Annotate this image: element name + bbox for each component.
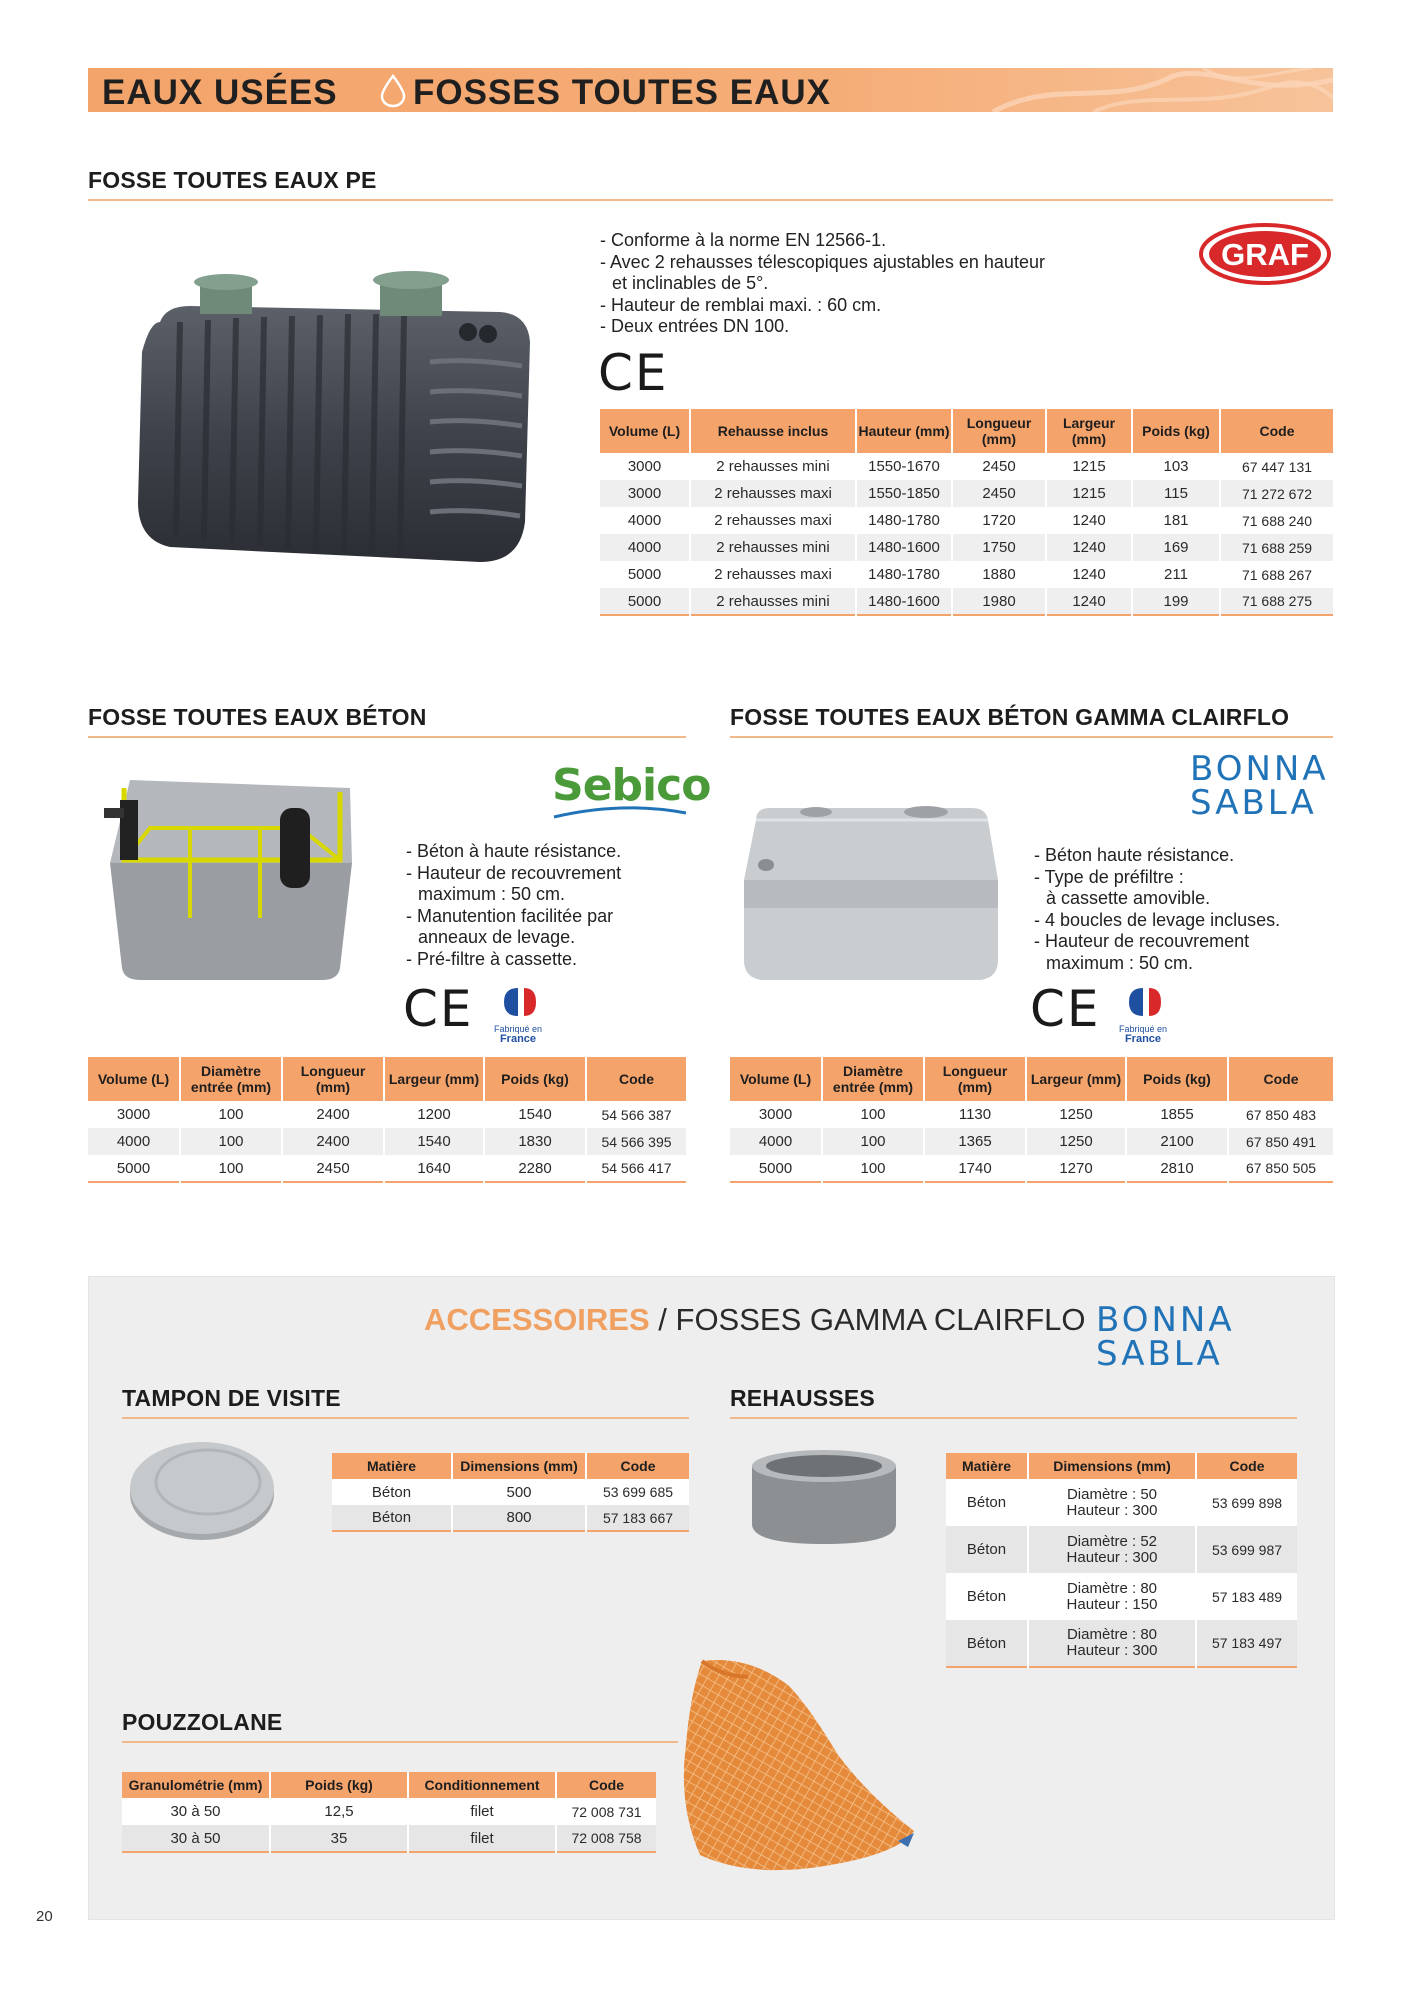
cell: 4000 xyxy=(600,507,690,534)
fab-label: Fabriqué en xyxy=(1118,1024,1168,1034)
accessories-title xyxy=(424,1302,1086,1338)
cell: 2100 xyxy=(1126,1128,1228,1155)
cell: 1480-1780 xyxy=(856,507,952,534)
cell: 53 699 987 xyxy=(1196,1526,1297,1573)
cell: Béton xyxy=(946,1620,1028,1667)
section-rule xyxy=(88,736,686,738)
cell: 1480-1780 xyxy=(856,561,952,588)
cell: 169 xyxy=(1132,534,1220,561)
table-row xyxy=(88,1155,686,1182)
col-header: Conditionnement xyxy=(408,1772,556,1798)
bullet-line: - 4 boucles de levage incluses. xyxy=(1034,909,1281,930)
col-header: Poids (kg) xyxy=(270,1772,408,1798)
cell: 67 850 505 xyxy=(1228,1155,1333,1182)
section-title-pouzzolane: POUZZOLANE xyxy=(122,1709,283,1735)
cell: 100 xyxy=(822,1101,924,1128)
cell: 1240 xyxy=(1046,561,1132,588)
table-row xyxy=(730,1155,1333,1182)
cell: 2400 xyxy=(282,1128,384,1155)
cell xyxy=(1028,1526,1196,1573)
fabrique-france-badge xyxy=(488,984,548,1045)
beton-bullets xyxy=(406,841,696,970)
cell: 100 xyxy=(822,1155,924,1182)
section-title-gamma: FOSSE TOUTES EAUX BÉTON GAMMA CLAIRFLO xyxy=(730,704,1290,730)
cell-line: Hauteur : 300 xyxy=(1066,1642,1158,1659)
bonna-text: BONNA xyxy=(1190,749,1329,789)
col-header: Code xyxy=(1220,409,1333,453)
cell: 4000 xyxy=(600,534,690,561)
ce-mark-beton: CE xyxy=(403,980,474,1038)
page-number: 20 xyxy=(36,1908,53,1925)
table-row xyxy=(332,1479,689,1505)
cell: 57 183 489 xyxy=(1196,1573,1297,1620)
tampon-image xyxy=(126,1434,278,1544)
cell: 1880 xyxy=(952,561,1046,588)
bullet-line: - Avec 2 rehausses télescopiques ajustables en hauteur xyxy=(600,251,1045,272)
bullet-line: maximum : 50 cm. xyxy=(1046,952,1194,973)
fab-label: Fabriqué en xyxy=(493,1024,543,1034)
cell: 1550-1670 xyxy=(856,453,952,480)
cell: 2450 xyxy=(952,453,1046,480)
bullet-line: à cassette amovible. xyxy=(1046,888,1211,908)
cell: 30 à 50 xyxy=(122,1798,270,1825)
tampon-table xyxy=(332,1453,689,1532)
cell: 72 008 731 xyxy=(556,1798,656,1825)
cell: 67 850 491 xyxy=(1228,1128,1333,1155)
france-flag-icon xyxy=(496,984,540,1020)
cell: 181 xyxy=(1132,507,1220,534)
cell: Béton xyxy=(946,1526,1028,1573)
beton-tank-image xyxy=(100,768,360,986)
bullet-line: - Hauteur de recouvrement xyxy=(406,862,622,883)
col-header: Volume (L) xyxy=(88,1057,180,1101)
beton-table-body xyxy=(88,1101,686,1182)
cell: 57 183 497 xyxy=(1196,1620,1297,1667)
cell: 3000 xyxy=(730,1101,822,1128)
cell: 1240 xyxy=(1046,534,1132,561)
col-header: Largeur (mm) xyxy=(1046,409,1132,453)
col-header: Diamètre entrée (mm) xyxy=(180,1057,282,1101)
cell: 4000 xyxy=(88,1128,180,1155)
fabrique-france-badge xyxy=(1113,984,1173,1045)
table-row xyxy=(332,1505,689,1531)
cell: Béton xyxy=(332,1479,452,1505)
cell: 12,5 xyxy=(270,1798,408,1825)
rehausse-image xyxy=(748,1446,900,1548)
ce-mark-pe: CE xyxy=(598,344,669,402)
cell: 1540 xyxy=(484,1101,586,1128)
cell-line: Hauteur : 300 xyxy=(1066,1501,1158,1519)
bullet-line: - Deux entrées DN 100. xyxy=(600,316,790,336)
banner-title-right: FOSSES TOUTES EAUX xyxy=(413,73,831,112)
table-row xyxy=(600,453,1333,480)
cell: 1215 xyxy=(1046,480,1132,507)
cell: 2 rehausses mini xyxy=(690,588,856,615)
water-drop-icon xyxy=(378,74,408,108)
cell: Béton xyxy=(946,1479,1028,1526)
bullet-line: - Pré-filtre à cassette. xyxy=(406,948,578,969)
cell: 199 xyxy=(1132,588,1220,615)
cell xyxy=(1028,1479,1196,1526)
col-header: Code xyxy=(586,1453,689,1479)
pouzzolane-table-body xyxy=(122,1798,656,1852)
sebico-logo: Sebico xyxy=(552,760,711,811)
cell: 72 008 758 xyxy=(556,1825,656,1852)
cell: 1740 xyxy=(924,1155,1026,1182)
cell: 54 566 395 xyxy=(586,1128,686,1155)
cell-line: Diamètre : 50 xyxy=(1066,1485,1158,1503)
cell: 100 xyxy=(180,1128,282,1155)
cell: 2450 xyxy=(952,480,1046,507)
col-header: Volume (L) xyxy=(730,1057,822,1101)
cell: 54 566 417 xyxy=(586,1155,686,1182)
cell: 1640 xyxy=(384,1155,484,1182)
pe-table xyxy=(600,409,1333,616)
pe-table-body xyxy=(600,453,1333,615)
graf-logo-text: GRAF xyxy=(1221,237,1309,272)
col-header: Dimensions (mm) xyxy=(1028,1453,1196,1479)
col-header: Diamètre entrée (mm) xyxy=(822,1057,924,1101)
cell: 1365 xyxy=(924,1128,1026,1155)
cell: 54 566 387 xyxy=(586,1101,686,1128)
table-row xyxy=(600,507,1333,534)
col-header: Matière xyxy=(946,1453,1028,1479)
fab-country: France xyxy=(1124,1033,1162,1045)
cell: 115 xyxy=(1132,480,1220,507)
pe-bullets xyxy=(600,230,1120,338)
fab-country: France xyxy=(499,1033,537,1045)
pouzzolane-bag-image xyxy=(668,1655,924,1877)
rehausses-table-body xyxy=(946,1479,1297,1667)
cell: 103 xyxy=(1132,453,1220,480)
cell: 71 272 672 xyxy=(1220,480,1333,507)
cell: 35 xyxy=(270,1825,408,1852)
cell: 1240 xyxy=(1046,507,1132,534)
section-title-beton: FOSSE TOUTES EAUX BÉTON xyxy=(88,704,427,730)
cell: 2400 xyxy=(282,1101,384,1128)
col-header: Poids (kg) xyxy=(1126,1057,1228,1101)
graf-logo xyxy=(1198,222,1332,286)
gamma-table xyxy=(730,1057,1333,1183)
cell: Béton xyxy=(946,1573,1028,1620)
section-rule xyxy=(730,1417,1297,1419)
cell: 1830 xyxy=(484,1128,586,1155)
cell: 1130 xyxy=(924,1101,1026,1128)
cell: 1540 xyxy=(384,1128,484,1155)
cell: 2280 xyxy=(484,1155,586,1182)
col-header: Code xyxy=(1196,1453,1297,1479)
cell: filet xyxy=(408,1798,556,1825)
cell: 53 699 898 xyxy=(1196,1479,1297,1526)
table-row xyxy=(600,588,1333,615)
bonna-sabla-logo xyxy=(1190,749,1329,823)
cell-line: Diamètre : 52 xyxy=(1066,1532,1158,1550)
table-row xyxy=(730,1101,1333,1128)
col-header: Matière xyxy=(332,1453,452,1479)
accessories-title-orange: ACCESSOIRES xyxy=(424,1302,650,1337)
cell xyxy=(1028,1573,1196,1620)
table-row xyxy=(730,1128,1333,1155)
cell: Béton xyxy=(332,1505,452,1531)
cell: 1215 xyxy=(1046,453,1132,480)
cell: 1250 xyxy=(1026,1128,1126,1155)
cell: 53 699 685 xyxy=(586,1479,689,1505)
col-header: Dimensions (mm) xyxy=(452,1453,586,1479)
cell: 1250 xyxy=(1026,1101,1126,1128)
cell: 3000 xyxy=(600,453,690,480)
cell: 5000 xyxy=(88,1155,180,1182)
cell: 2 rehausses maxi xyxy=(690,561,856,588)
col-header: Code xyxy=(1228,1057,1333,1101)
cell: filet xyxy=(408,1825,556,1852)
section-title-rehausses: REHAUSSES xyxy=(730,1385,875,1411)
col-header: Code xyxy=(556,1772,656,1798)
rehausses-table xyxy=(946,1453,1297,1668)
bonna-text: BONNA xyxy=(1096,1300,1235,1340)
page-banner xyxy=(88,68,1333,112)
col-header: Poids (kg) xyxy=(1132,409,1220,453)
cell: 67 447 131 xyxy=(1220,453,1333,480)
bullet-line: - Conforme à la norme EN 12566-1. xyxy=(600,230,887,250)
table-row xyxy=(122,1825,656,1852)
cell xyxy=(1028,1620,1196,1667)
table-row xyxy=(122,1798,656,1825)
cell: 57 183 667 xyxy=(586,1505,689,1531)
cell: 100 xyxy=(180,1101,282,1128)
cell: 100 xyxy=(822,1128,924,1155)
gamma-tank-image xyxy=(736,800,1004,990)
bullet-line: - Hauteur de recouvrement xyxy=(1034,931,1250,951)
bullet-line: - Béton à haute résistance. xyxy=(406,841,622,861)
bullet-line: et inclinables de 5°. xyxy=(612,273,769,293)
cell: 1480-1600 xyxy=(856,534,952,561)
table-row xyxy=(88,1101,686,1128)
france-flag-icon xyxy=(1121,984,1165,1020)
cell: 1480-1600 xyxy=(856,588,952,615)
bullet-line: - Béton haute résistance. xyxy=(1034,845,1235,865)
pe-tank-image xyxy=(130,262,540,592)
cell-line: Hauteur : 300 xyxy=(1066,1548,1158,1566)
cell: 1200 xyxy=(384,1101,484,1128)
cell: 800 xyxy=(452,1505,586,1531)
cell: 4000 xyxy=(730,1128,822,1155)
section-rule xyxy=(122,1417,689,1419)
table-row xyxy=(88,1128,686,1155)
ce-mark-gamma: CE xyxy=(1030,980,1101,1038)
sabla-text: SABLA xyxy=(1096,1334,1223,1374)
cell: 1550-1850 xyxy=(856,480,952,507)
sebico-swoosh-icon xyxy=(552,805,688,819)
bullet-line: maximum : 50 cm. xyxy=(418,884,566,904)
section-title-pe: FOSSE TOUTES EAUX PE xyxy=(88,167,377,193)
cell: 100 xyxy=(180,1155,282,1182)
col-header: Poids (kg) xyxy=(484,1057,586,1101)
accessories-title-rest: / FOSSES GAMMA CLAIRFLO xyxy=(649,1302,1086,1337)
section-rule xyxy=(88,199,1333,201)
col-header: Longueur (mm) xyxy=(282,1057,384,1101)
cell: 71 688 267 xyxy=(1220,561,1333,588)
section-rule xyxy=(122,1741,678,1743)
cell: 71 688 275 xyxy=(1220,588,1333,615)
cell: 1240 xyxy=(1046,588,1132,615)
col-header: Longueur (mm) xyxy=(952,409,1046,453)
cell: 1855 xyxy=(1126,1101,1228,1128)
cell-line: Hauteur : 150 xyxy=(1066,1595,1158,1613)
col-header: Longueur (mm) xyxy=(924,1057,1026,1101)
section-title-tampon: TAMPON DE VISITE xyxy=(122,1385,341,1411)
cell: 5000 xyxy=(730,1155,822,1182)
cell: 71 688 240 xyxy=(1220,507,1333,534)
decorative-swirl xyxy=(973,68,1333,112)
cell: 30 à 50 xyxy=(122,1825,270,1852)
cell: 71 688 259 xyxy=(1220,534,1333,561)
col-header: Granulométrie (mm) xyxy=(122,1772,270,1798)
cell: 1270 xyxy=(1026,1155,1126,1182)
bullet-line: - Manutention facilitée par xyxy=(406,905,614,926)
col-header: Largeur (mm) xyxy=(384,1057,484,1101)
cell: 1980 xyxy=(952,588,1046,615)
cell: 500 xyxy=(452,1479,586,1505)
table-row xyxy=(600,561,1333,588)
sabla-text: SABLA xyxy=(1190,783,1317,823)
col-header: Volume (L) xyxy=(600,409,690,453)
col-header: Largeur (mm) xyxy=(1026,1057,1126,1101)
cell: 2 rehausses maxi xyxy=(690,507,856,534)
cell: 5000 xyxy=(600,588,690,615)
cell: 1750 xyxy=(952,534,1046,561)
cell: 2 rehausses mini xyxy=(690,534,856,561)
table-row xyxy=(600,534,1333,561)
cell-line: Diamètre : 80 xyxy=(1066,1579,1158,1597)
tampon-table-body xyxy=(332,1479,689,1531)
cell: 3000 xyxy=(88,1101,180,1128)
pouzzolane-table xyxy=(122,1772,656,1853)
col-header: Hauteur (mm) xyxy=(856,409,952,453)
table-row xyxy=(600,480,1333,507)
cell: 2 rehausses maxi xyxy=(690,480,856,507)
bullet-line: - Hauteur de remblai maxi. : 60 cm. xyxy=(600,294,882,315)
cell-line: Diamètre : 80 xyxy=(1066,1626,1158,1643)
gamma-bullets xyxy=(1034,845,1334,974)
bonna-sabla-logo xyxy=(1096,1300,1235,1374)
section-rule xyxy=(730,736,1333,738)
cell: 5000 xyxy=(600,561,690,588)
cell: 3000 xyxy=(600,480,690,507)
cell: 2810 xyxy=(1126,1155,1228,1182)
cell: 1720 xyxy=(952,507,1046,534)
bullet-line: - Type de préfiltre : xyxy=(1034,866,1184,887)
col-header: Code xyxy=(586,1057,686,1101)
banner-title-left: EAUX USÉES xyxy=(102,73,338,112)
cell: 67 850 483 xyxy=(1228,1101,1333,1128)
col-header: Rehausse inclus xyxy=(690,409,856,453)
beton-table xyxy=(88,1057,686,1183)
bullet-line: anneaux de levage. xyxy=(418,927,576,947)
cell: 2 rehausses mini xyxy=(690,453,856,480)
cell: 2450 xyxy=(282,1155,384,1182)
cell: 211 xyxy=(1132,561,1220,588)
gamma-table-body xyxy=(730,1101,1333,1182)
